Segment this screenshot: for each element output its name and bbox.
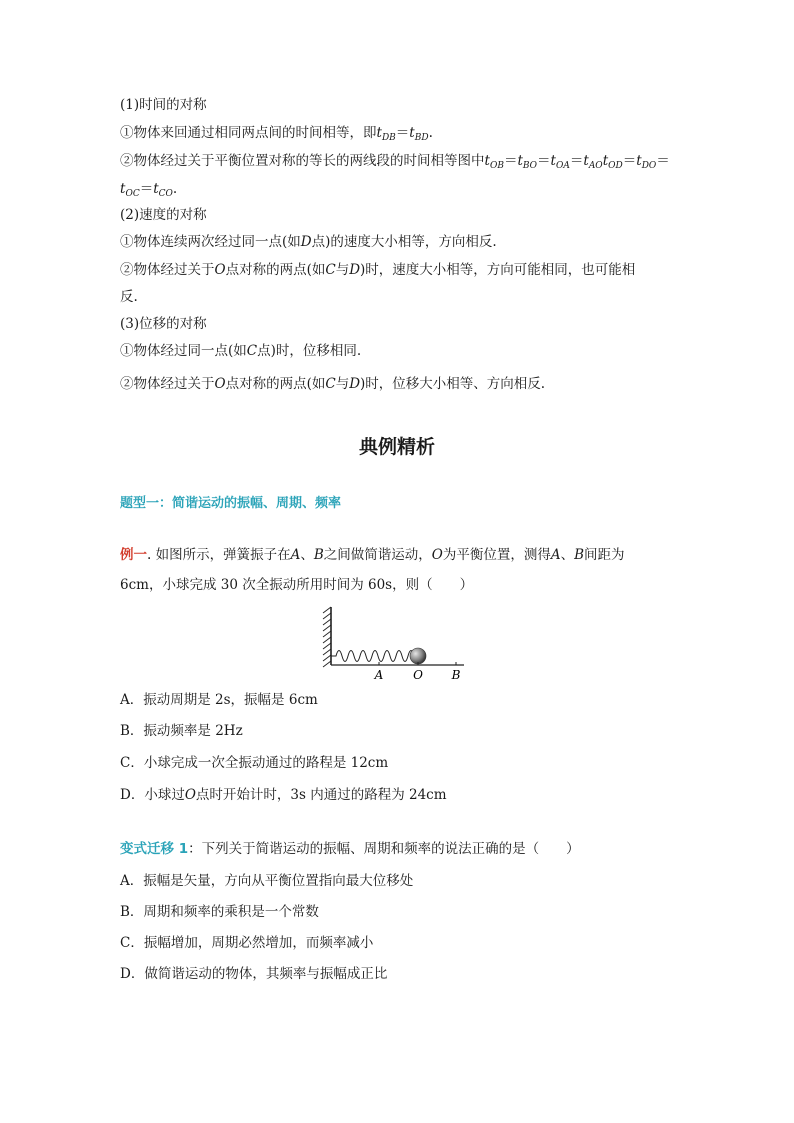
time-symmetry-point-1: ①物体来回通过相同两点间的时间相等，即$t_{DB}=t_{BD}$. bbox=[120, 125, 433, 143]
question-type-title: 题型一：简谐运动的振幅、周期、频率 bbox=[120, 496, 342, 511]
time-symmetry-title: (1)时间的对称 bbox=[120, 97, 207, 113]
velocity-symmetry-point-2: ②物体经过关于O点对称的两点(如C与D)时，速度大小相等，方向可能相同，也可能相 bbox=[120, 262, 636, 278]
label-a: A bbox=[374, 668, 384, 682]
time-symmetry-point-2-cont: $t_{OC}=t_{CO}$. bbox=[120, 181, 178, 199]
velocity-symmetry-title: (2)速度的对称 bbox=[120, 207, 207, 223]
example-option-a[interactable]: A．振动周期是 2s，振幅是 6cm bbox=[120, 692, 318, 708]
section-heading: 典例精析 bbox=[358, 436, 435, 458]
time-symmetry-point-2: ②物体经过关于平衡位置对称的等长的两线段的时间相等图中$t_{OB}=t_{BO}=t_{OA}=t_{AO}t_{OD}=t_{DO}=$ bbox=[120, 153, 670, 171]
displacement-symmetry-title: (3)位移的对称 bbox=[120, 316, 207, 332]
label-o: O bbox=[413, 668, 423, 682]
variant-option-d[interactable]: D．做简谐运动的物体，其频率与振幅成正比 bbox=[120, 966, 388, 982]
example-question: 例一. 如图所示，弹簧振子在A、B之间做简谐运动，O为平衡位置，测得A、B间距为 bbox=[120, 547, 625, 563]
spring-coil bbox=[331, 651, 414, 662]
example-question-cont: 6cm，小球完成 30 次全振动所用时间为 60s，则（ ） bbox=[120, 577, 474, 593]
example-option-c[interactable]: C．小球完成一次全振动通过的路程是 12cm bbox=[120, 755, 389, 771]
variant-option-c[interactable]: C．振幅增加，周期必然增加，而频率减小 bbox=[120, 935, 374, 951]
displacement-symmetry-point-2: ②物体经过关于O点对称的两点(如C与D)时，位移大小相等、方向相反. bbox=[120, 376, 546, 392]
velocity-symmetry-point-2-cont: 反. bbox=[120, 289, 138, 305]
velocity-symmetry-point-1: ①物体连续两次经过同一点(如D点)的速度大小相等，方向相反. bbox=[120, 234, 497, 250]
displacement-symmetry-point-1: ①物体经过同一点(如C点)时，位移相同. bbox=[120, 343, 362, 359]
oscillator-ball bbox=[410, 648, 426, 664]
variant-option-a[interactable]: A．振幅是矢量，方向从平衡位置指向最大位移处 bbox=[120, 873, 414, 889]
spring-oscillator-figure bbox=[322, 603, 468, 683]
variant-option-b[interactable]: B．周期和频率的乘积是一个常数 bbox=[120, 904, 319, 920]
example-option-d[interactable]: D．小球过O点时开始计时，3s 内通过的路程为 24cm bbox=[120, 787, 447, 803]
variant-label: 变式迁移 1 bbox=[120, 841, 189, 857]
wall-hatch bbox=[323, 607, 331, 667]
example-label: 例一 bbox=[120, 547, 147, 563]
variant-question: 变式迁移 1：下列关于简谐运动的振幅、周期和频率的说法正确的是（ ） bbox=[120, 841, 580, 857]
label-b: B bbox=[451, 668, 461, 682]
example-option-b[interactable]: B．振动频率是 2Hz bbox=[120, 723, 243, 739]
